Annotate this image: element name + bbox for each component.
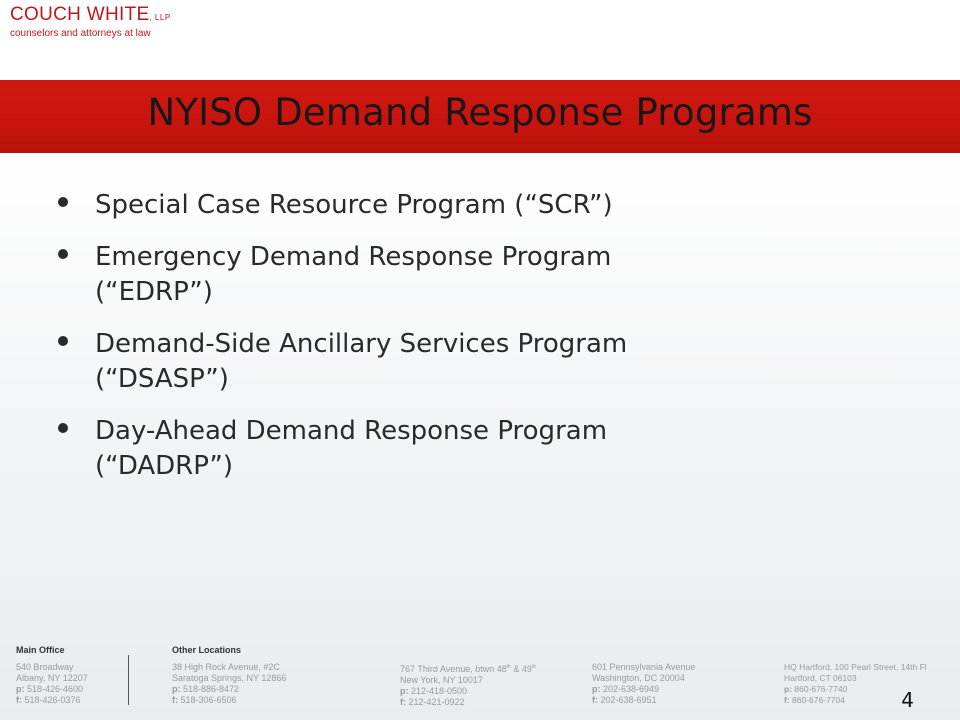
logo-name: COUCH WHITE bbox=[10, 4, 150, 25]
bullet-list bbox=[58, 188, 918, 501]
bullet-item bbox=[58, 327, 918, 397]
slide-title: NYISO Demand Response Programs bbox=[147, 91, 813, 134]
office-albany: 540 Broadway Albany, NY 12207 p: 518-426-4600 f: 518-426-0376 bbox=[16, 662, 88, 705]
office-saratoga: 38 High Rock Avenue, #2C Saratoga Springs, NY 12866 p: 518-886-8472 f: 518-306-6506 bbox=[172, 662, 287, 705]
main-office-label: Main Office bbox=[16, 645, 65, 655]
logo-tagline: counselors and attorneys at law bbox=[10, 28, 151, 39]
bullet-item bbox=[58, 188, 918, 223]
bullet-text-line1: Day-Ahead Demand Response Program bbox=[95, 416, 608, 446]
logo-suffix: , LLP bbox=[149, 13, 171, 22]
office-new-york: 767 Third Avenue, btwn 48th & 49th New York, NY 10017 p: 212-418-0500 f: 212-421-0922 bbox=[400, 664, 537, 707]
bullet-text-line2: (“EDRP”) bbox=[95, 277, 213, 307]
bullet-dot-icon bbox=[58, 197, 68, 207]
footer-divider bbox=[128, 655, 129, 705]
bullet-text-line2: (“DADRP”) bbox=[95, 451, 234, 481]
bullet-item bbox=[58, 414, 918, 484]
office-hartford: HQ Hartford, 100 Pearl Street, 14th Fl Hartford, CT 06103 p: 860-676-7740 f: 860-676-7704 bbox=[784, 662, 927, 705]
bullet-text-line1: Emergency Demand Response Program bbox=[95, 242, 612, 272]
bullet-item bbox=[58, 240, 918, 310]
bullet-text-line2: (“DSASP”) bbox=[95, 364, 229, 394]
bullet-dot-icon bbox=[58, 336, 68, 346]
page-number: 4 bbox=[901, 688, 914, 712]
company-logo bbox=[10, 4, 171, 39]
bullet-text-line1: Special Case Resource Program (“SCR”) bbox=[95, 190, 613, 220]
other-locations-label: Other Locations bbox=[172, 645, 242, 655]
bullet-text-line1: Demand-Side Ancillary Services Program bbox=[95, 329, 628, 359]
bullet-dot-icon bbox=[58, 423, 68, 433]
office-washington: 601 Pennsylvania Avenue Washington, DC 20004 p: 202-638-6949 f: 202-638-6951 bbox=[592, 662, 696, 705]
bullet-dot-icon bbox=[58, 249, 68, 259]
